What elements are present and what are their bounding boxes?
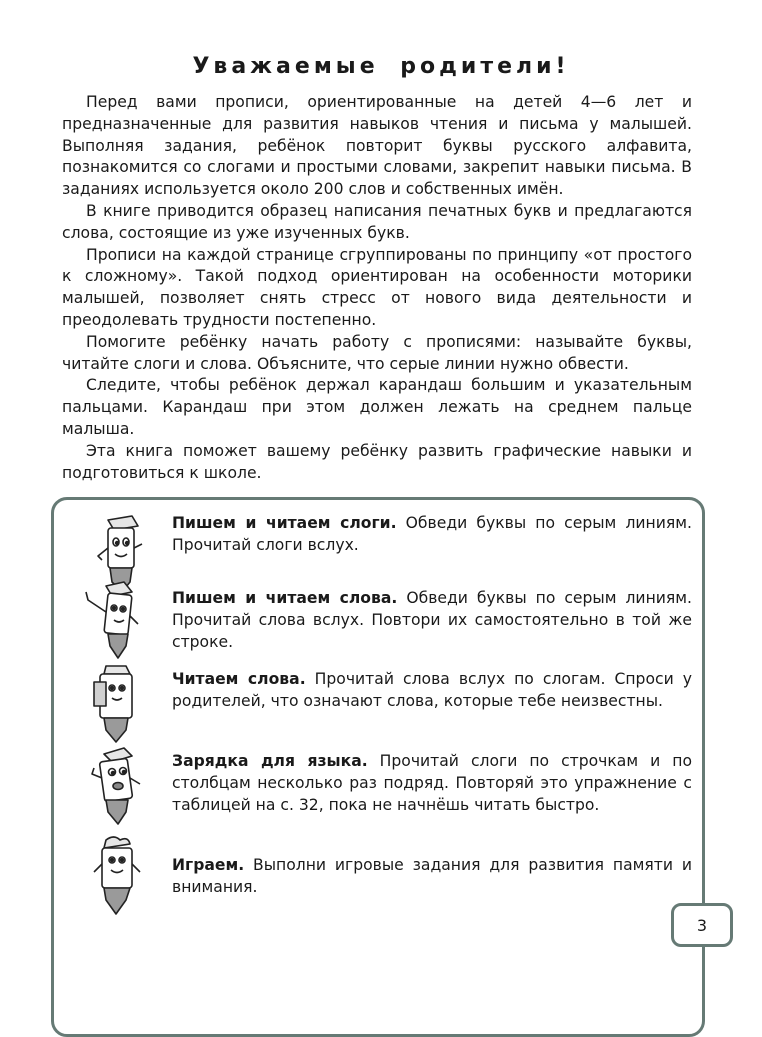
task-heading: Зарядка для языка.	[172, 752, 368, 770]
task-heading: Читаем слова.	[172, 670, 306, 688]
intro-text	[62, 92, 692, 484]
task-heading: Играем.	[172, 856, 245, 874]
task-text: Прочитай слоги по строчкам и по столбцам несколько раз подряд. Повторяй это упражнение с таблицей на с. 32, пока не начнёшь читать быстро.	[172, 752, 692, 814]
intro-paragraph: Перед вами прописи, ориентированные на детей 4—6 лет и предназначенные для развития навыков чтения и письма у малышей. Выполняя задания, ребёнок повторит буквы русского алфавита, познакомится со слогами и простыми словами, закрепит навыки письма. В заданиях используется около 200 слов и собственных имён.	[62, 93, 692, 199]
task-heading: Пишем и читаем слоги.	[172, 514, 397, 532]
task-item	[172, 588, 692, 653]
task-text: Обведи буквы по серым линиям. Прочитай слова вслух. Повтори их самостоятельно в той же строке.	[172, 589, 692, 651]
intro-paragraph: Эта книга поможет вашему ребёнку развить графические навыки и подготовиться к школе.	[62, 441, 692, 482]
task-text: Выполни игровые задания для развития памяти и внимания.	[172, 856, 692, 896]
pencil-mascot-icon	[84, 744, 148, 832]
task-heading: Пишем и читаем слова.	[172, 589, 398, 607]
pencil-mascot-icon	[84, 834, 148, 922]
intro-paragraph: Следите, чтобы ребёнок держал карандаш большим и указательным пальцами. Карандаш при этом должен лежать на среднем пальце малыша.	[62, 376, 692, 438]
task-text: Обведи буквы по серым линиям. Прочитай слоги вслух.	[172, 514, 692, 554]
task-item	[172, 669, 692, 713]
task-text: Прочитай слова вслух по слогам. Спроси у родителей, что означают слова, которые тебе неизвестны.	[172, 670, 692, 710]
pencil-mascot-icon	[84, 660, 148, 748]
intro-paragraph: Помогите ребёнку начать работу с прописями: называйте буквы, читайте слоги и слова. Объясните, что серые линии нужно обвести.	[62, 332, 692, 373]
task-item	[172, 751, 692, 816]
page-title: Уважаемые родители!	[192, 54, 570, 79]
pencil-mascot-icon	[80, 578, 144, 666]
task-item	[172, 513, 692, 557]
task-item	[172, 855, 692, 899]
intro-paragraph: В книге приводится образец написания печатных букв и предлагаются слова, состоящие из уже изученных букв.	[62, 201, 692, 242]
page-number: 3	[671, 903, 733, 947]
intro-paragraph: Прописи на каждой странице сгруппированы по принципу «от простого к сложному». Такой подход ориентирован на особенности моторики малышей, позволяет снять стресс от нового вида деятельности и преодолевать трудности постепенно.	[62, 245, 692, 329]
